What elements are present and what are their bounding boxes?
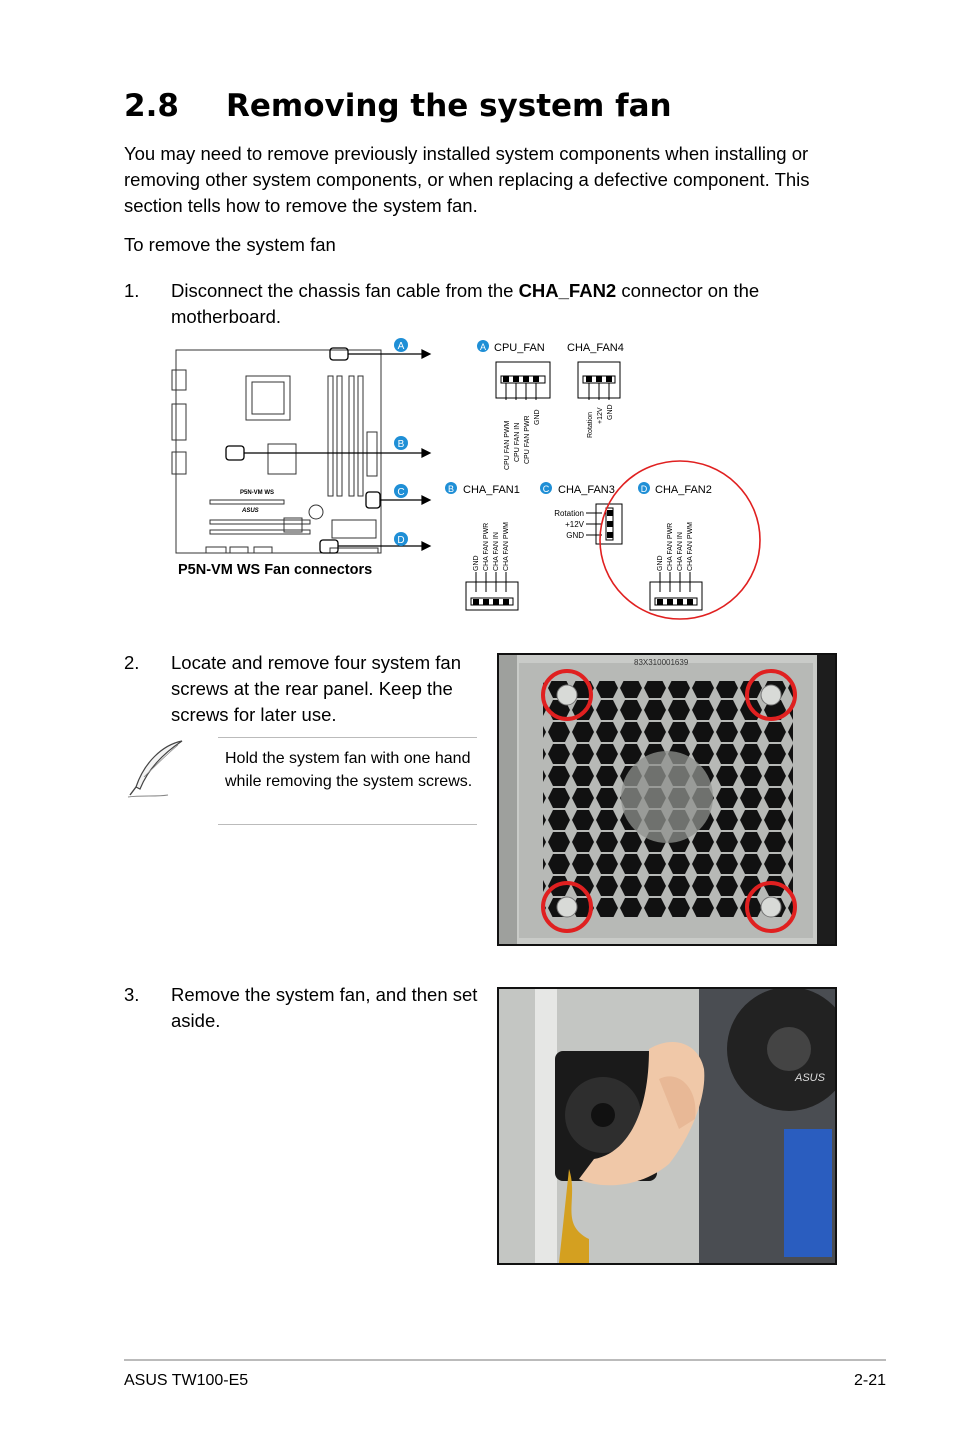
svg-text:+12V: +12V: [597, 407, 604, 424]
svg-text:CPU FAN IN: CPU FAN IN: [514, 422, 521, 462]
svg-text:CHA FAN PWR: CHA FAN PWR: [483, 522, 490, 571]
connector-label: CHA_FAN3: [558, 484, 615, 496]
step-text: Remove the system fan, and then set aside.: [171, 984, 478, 1031]
cpu-fan-connector: [477, 340, 550, 470]
feather-pen-icon: [122, 737, 192, 801]
svg-text:A: A: [479, 342, 487, 352]
connector-label: CPU_FAN: [494, 342, 545, 354]
svg-text:GND: GND: [657, 555, 664, 571]
svg-text:CHA FAN PWM: CHA FAN PWM: [503, 521, 510, 571]
step-text-pre: Disconnect the chassis fan cable from the: [171, 280, 519, 301]
svg-text:+12V: +12V: [565, 520, 584, 529]
step-text: [171, 278, 821, 330]
svg-text:GND: GND: [607, 404, 614, 420]
svg-text:GND: GND: [473, 555, 480, 571]
footer-rule: [124, 1359, 886, 1361]
svg-text:Rotation: Rotation: [587, 411, 594, 438]
serial-label: 83X310001639: [634, 658, 689, 667]
svg-text:CHA FAN IN: CHA FAN IN: [677, 532, 684, 571]
svg-text:CHA FAN PWR: CHA FAN PWR: [667, 522, 674, 571]
svg-text:GND: GND: [566, 531, 584, 540]
step-number: 2.: [124, 652, 140, 673]
fan-screws-photo: [497, 653, 837, 946]
section-title: [124, 88, 672, 124]
cha-fan3-connector: [540, 482, 622, 544]
step-number: 1.: [124, 280, 140, 301]
connector-name: CHA_FAN2: [518, 280, 617, 301]
cha-fan4-connector: [567, 342, 624, 438]
svg-text:D: D: [397, 535, 405, 546]
svg-text:CHA FAN PWM: CHA FAN PWM: [687, 521, 694, 571]
svg-text:D: D: [640, 484, 648, 494]
intro-paragraph: You may need to remove previously installed system components when installing or removing other system components, or when replacing a defective component. This section tells how to remove the system fan.: [124, 143, 810, 216]
motherboard-layout: [172, 350, 381, 553]
callout-b: [394, 436, 408, 450]
diagram-caption: P5N-VM WS Fan connectors: [178, 562, 373, 578]
svg-text:CHA FAN IN: CHA FAN IN: [493, 532, 500, 571]
step-number: 3.: [124, 984, 140, 1005]
section-number: 2.8: [124, 88, 179, 124]
step-text-post: connector on the motherboard.: [171, 280, 760, 327]
svg-text:A: A: [397, 341, 405, 352]
board-connector-spots: [226, 348, 380, 553]
subheading: To remove the system fan: [124, 234, 336, 255]
svg-text:B: B: [397, 439, 405, 450]
callout-c: [394, 484, 408, 498]
section-heading: Removing the system fan: [226, 88, 672, 124]
svg-text:Rotation: Rotation: [554, 509, 584, 518]
cha-fan1-connector: [445, 482, 520, 610]
svg-text:C: C: [542, 484, 550, 494]
svg-text:CPU FAN PWR: CPU FAN PWR: [524, 415, 531, 464]
footer-page-number: 2-21: [853, 1372, 886, 1389]
callout-d: [394, 532, 408, 546]
connector-label: CHA_FAN4: [567, 342, 624, 354]
svg-text:CPU FAN PWM: CPU FAN PWM: [504, 420, 511, 470]
step-text: Locate and remove four system fan screws at the rear panel. Keep the screws for later use.: [171, 652, 461, 725]
cooler-brand: ASUS: [795, 1072, 825, 1084]
board-brand: ASUS: [242, 508, 259, 514]
svg-text:C: C: [397, 487, 405, 498]
fan-connector-diagram: [160, 332, 800, 622]
svg-text:GND: GND: [534, 409, 541, 425]
fan-removal-photo: [497, 987, 837, 1265]
note-text: Hold the system fan with one hand while removing the system screws.: [225, 750, 473, 790]
cha-fan2-connector: [638, 482, 712, 610]
connector-label: CHA_FAN2: [655, 484, 712, 496]
footer-product: ASUS TW100-E5: [124, 1372, 249, 1389]
callout-a: [394, 338, 408, 352]
board-label: P5N-VM WS: [240, 490, 275, 496]
svg-text:B: B: [447, 484, 455, 494]
connector-label: CHA_FAN1: [463, 484, 520, 496]
